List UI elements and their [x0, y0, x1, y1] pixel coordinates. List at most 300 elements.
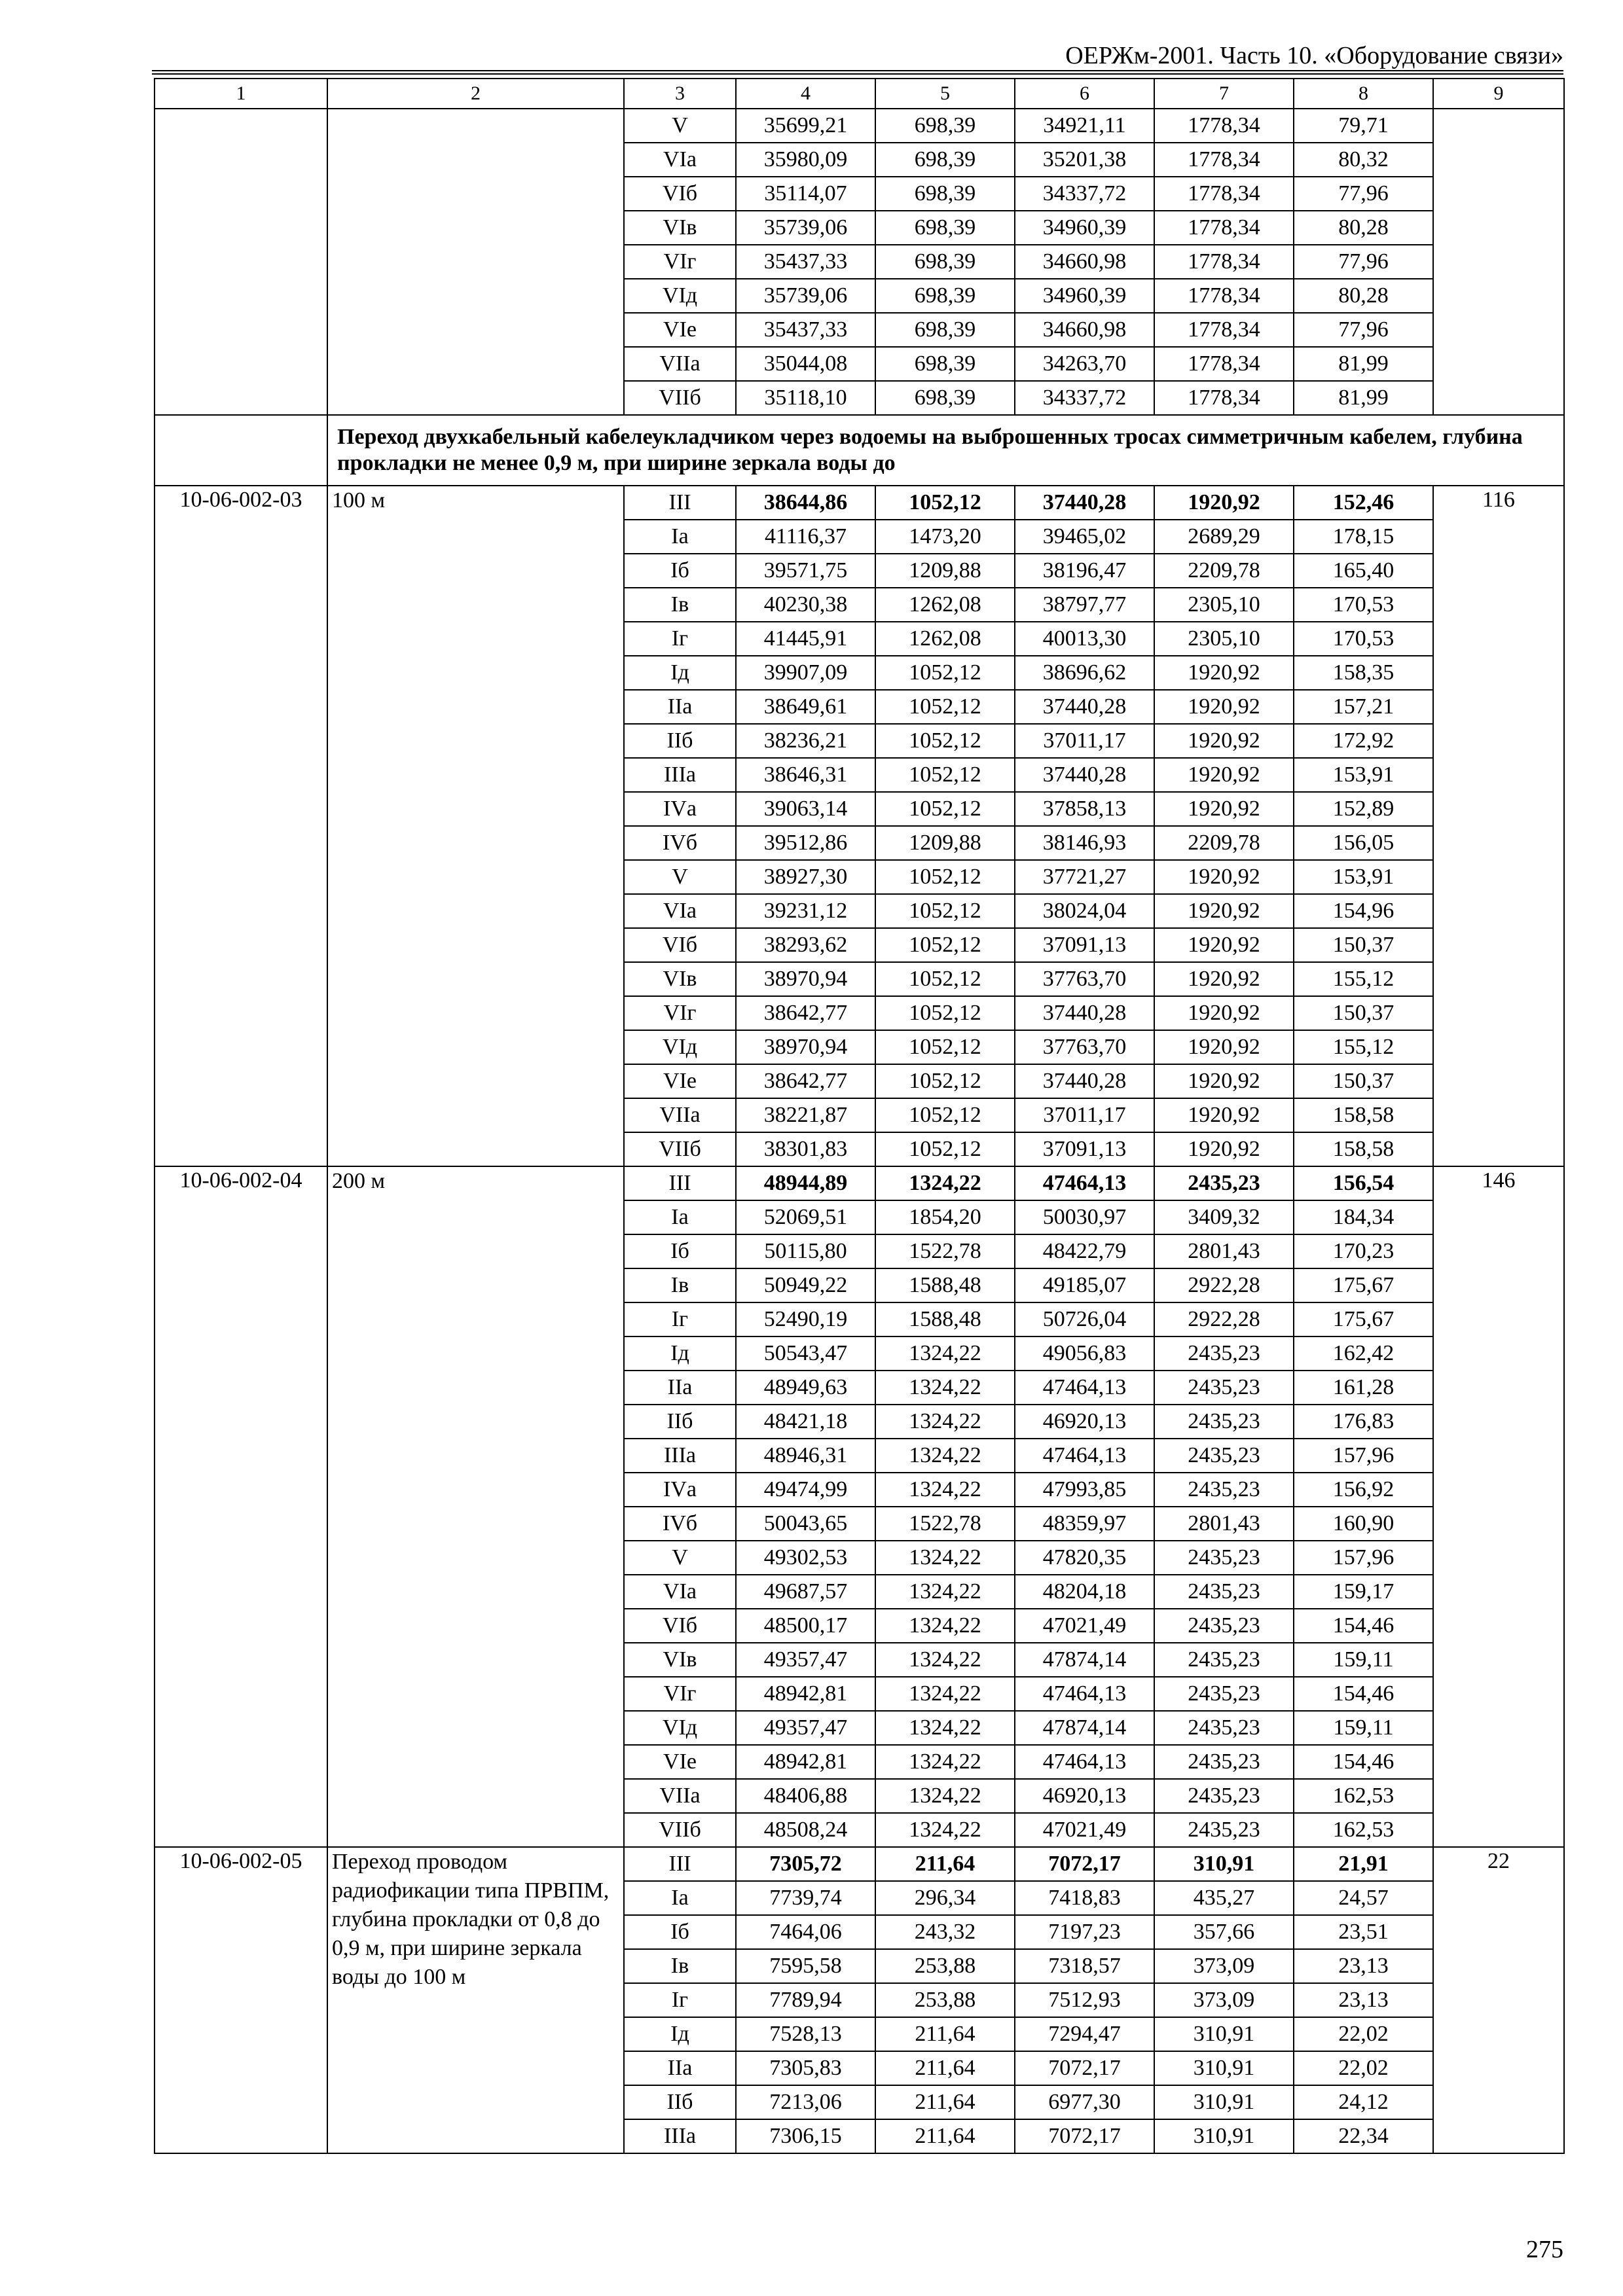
table-row [155, 1847, 1564, 1881]
value-cell: 38301,83 [736, 1132, 875, 1166]
value-cell: 1920,92 [1154, 1098, 1294, 1132]
value-cell: 170,23 [1294, 1234, 1433, 1268]
value-cell: 39465,02 [1015, 520, 1154, 554]
zone-label: Iд [624, 656, 736, 690]
column-number: 5 [875, 79, 1015, 109]
value-cell: 1324,22 [875, 1609, 1015, 1643]
rates-table-body [155, 79, 1564, 2153]
value-cell: 80,28 [1294, 279, 1433, 313]
value-cell: 1052,12 [875, 996, 1015, 1030]
value-cell: 34660,98 [1015, 245, 1154, 279]
value-cell: 178,15 [1294, 520, 1433, 554]
value-cell: 310,91 [1154, 2119, 1294, 2153]
zone-label: VIIб [624, 1813, 736, 1847]
value-cell: 37440,28 [1015, 996, 1154, 1030]
value-cell: 49357,47 [736, 1643, 875, 1677]
value-cell: 158,58 [1294, 1132, 1433, 1166]
value-cell: 37011,17 [1015, 724, 1154, 758]
zone-label: Iд [624, 1336, 736, 1371]
value-cell: 6977,30 [1015, 2085, 1154, 2119]
value-cell: 154,46 [1294, 1677, 1433, 1711]
rate-code [155, 109, 327, 415]
zone-label: VIIб [624, 381, 736, 415]
value-cell: 50543,47 [736, 1336, 875, 1371]
zone-label: IIIа [624, 758, 736, 792]
zone-label: Iг [624, 1302, 736, 1336]
page-header [152, 39, 1563, 75]
value-cell: 38221,87 [736, 1098, 875, 1132]
value-cell: 152,89 [1294, 792, 1433, 826]
column-number: 1 [155, 79, 327, 109]
value-cell: 49474,99 [736, 1473, 875, 1507]
zone-label: IIб [624, 724, 736, 758]
value-cell: 39512,86 [736, 826, 875, 860]
value-cell: 22,34 [1294, 2119, 1433, 2153]
value-cell: 170,53 [1294, 588, 1433, 622]
value-cell: 158,58 [1294, 1098, 1433, 1132]
value-cell: 698,39 [875, 211, 1015, 245]
zone-label: IVа [624, 1473, 736, 1507]
zone-label: VIIб [624, 1132, 736, 1166]
value-cell: 47464,13 [1015, 1677, 1154, 1711]
value-cell: 39231,12 [736, 894, 875, 928]
value-cell: 35739,06 [736, 279, 875, 313]
value-cell: 50030,97 [1015, 1200, 1154, 1234]
value-cell: 159,17 [1294, 1575, 1433, 1609]
value-cell: 37440,28 [1015, 758, 1154, 792]
value-cell: 3409,32 [1154, 1200, 1294, 1234]
value-cell: 37763,70 [1015, 1030, 1154, 1064]
value-cell: 38642,77 [736, 1064, 875, 1098]
value-cell: 23,13 [1294, 1949, 1433, 1983]
zone-label: VIIа [624, 1098, 736, 1132]
value-cell: 35437,33 [736, 313, 875, 347]
value-cell: 50726,04 [1015, 1302, 1154, 1336]
value-cell: 38642,77 [736, 996, 875, 1030]
value-cell: 153,91 [1294, 860, 1433, 894]
value-cell: 154,96 [1294, 894, 1433, 928]
zone-label: IIа [624, 2051, 736, 2085]
page-number: 275 [1526, 2236, 1563, 2263]
value-cell: 38970,94 [736, 962, 875, 996]
value-cell: 158,35 [1294, 656, 1433, 690]
value-cell: 1052,12 [875, 656, 1015, 690]
value-cell: 21,91 [1294, 1847, 1433, 1881]
value-cell: 2209,78 [1154, 554, 1294, 588]
zone-label: VIе [624, 1745, 736, 1779]
value-cell: 80,28 [1294, 211, 1433, 245]
zone-label: III [624, 1166, 736, 1200]
value-cell: 38927,30 [736, 860, 875, 894]
value-cell: 162,53 [1294, 1813, 1433, 1847]
value-cell: 48942,81 [736, 1745, 875, 1779]
zone-label: Iв [624, 588, 736, 622]
value-cell: 52069,51 [736, 1200, 875, 1234]
zone-label: VIг [624, 1677, 736, 1711]
value-cell: 698,39 [875, 381, 1015, 415]
value-cell: 37858,13 [1015, 792, 1154, 826]
zone-label: VIд [624, 1030, 736, 1064]
zone-label: VIд [624, 279, 736, 313]
value-cell: 1920,92 [1154, 1132, 1294, 1166]
value-cell: 24,12 [1294, 2085, 1433, 2119]
value-cell: 1588,48 [875, 1302, 1015, 1336]
zone-label: Iв [624, 1949, 736, 1983]
rate-name: 100 м [327, 486, 624, 1166]
value-cell: 698,39 [875, 245, 1015, 279]
value-cell: 1778,34 [1154, 143, 1294, 177]
mass-value: 22 [1433, 1847, 1564, 2153]
zone-label: VIг [624, 996, 736, 1030]
value-cell: 22,02 [1294, 2051, 1433, 2085]
value-cell: 1920,92 [1154, 928, 1294, 962]
zone-label: VIв [624, 962, 736, 996]
value-cell: 1588,48 [875, 1268, 1015, 1302]
value-cell: 1324,22 [875, 1371, 1015, 1405]
value-cell: 175,67 [1294, 1268, 1433, 1302]
value-cell: 2435,23 [1154, 1779, 1294, 1813]
zone-label: Iб [624, 1915, 736, 1949]
value-cell: 37763,70 [1015, 962, 1154, 996]
value-cell: 7294,47 [1015, 2017, 1154, 2051]
column-number-row [155, 79, 1564, 109]
value-cell: 1209,88 [875, 554, 1015, 588]
value-cell: 7305,83 [736, 2051, 875, 2085]
zone-label: VIIа [624, 347, 736, 381]
zone-label: Iб [624, 554, 736, 588]
value-cell: 698,39 [875, 143, 1015, 177]
value-cell: 48944,89 [736, 1166, 875, 1200]
value-cell: 41116,37 [736, 520, 875, 554]
zone-label: VIа [624, 143, 736, 177]
value-cell: 38024,04 [1015, 894, 1154, 928]
value-cell: 2305,10 [1154, 622, 1294, 656]
value-cell: 34921,11 [1015, 109, 1154, 143]
value-cell: 2801,43 [1154, 1507, 1294, 1541]
value-cell: 7072,17 [1015, 2051, 1154, 2085]
value-cell: 48508,24 [736, 1813, 875, 1847]
value-cell: 47993,85 [1015, 1473, 1154, 1507]
zone-label: VIб [624, 928, 736, 962]
zone-label: IVб [624, 1507, 736, 1541]
value-cell: 35699,21 [736, 109, 875, 143]
zone-label: IIа [624, 690, 736, 724]
value-cell: 39907,09 [736, 656, 875, 690]
rates-table [154, 78, 1565, 2154]
value-cell: 152,46 [1294, 486, 1433, 520]
header-double-rule [152, 70, 1563, 75]
value-cell: 48949,63 [736, 1371, 875, 1405]
value-cell: 2305,10 [1154, 588, 1294, 622]
zone-label: V [624, 860, 736, 894]
value-cell: 176,83 [1294, 1405, 1433, 1439]
value-cell: 1324,22 [875, 1677, 1015, 1711]
zone-label: IIа [624, 1371, 736, 1405]
value-cell: 1324,22 [875, 1166, 1015, 1200]
value-cell: 47464,13 [1015, 1745, 1154, 1779]
value-cell: 47464,13 [1015, 1439, 1154, 1473]
value-cell: 1920,92 [1154, 758, 1294, 792]
value-cell: 2435,23 [1154, 1473, 1294, 1507]
value-cell: 1324,22 [875, 1813, 1015, 1847]
zone-label: VIб [624, 1609, 736, 1643]
value-cell: 47874,14 [1015, 1711, 1154, 1745]
value-cell: 157,96 [1294, 1439, 1433, 1473]
value-cell: 211,64 [875, 2017, 1015, 2051]
value-cell: 184,34 [1294, 1200, 1433, 1234]
value-cell: 1522,78 [875, 1507, 1015, 1541]
value-cell: 38649,61 [736, 690, 875, 724]
column-number: 9 [1433, 79, 1564, 109]
value-cell: 1052,12 [875, 758, 1015, 792]
zone-label: III [624, 486, 736, 520]
value-cell: 159,11 [1294, 1711, 1433, 1745]
rate-name [327, 109, 624, 415]
zone-label: V [624, 1541, 736, 1575]
value-cell: 1324,22 [875, 1336, 1015, 1371]
zone-label: VIв [624, 211, 736, 245]
value-cell: 48500,17 [736, 1609, 875, 1643]
value-cell: 38644,86 [736, 486, 875, 520]
value-cell: 38970,94 [736, 1030, 875, 1064]
value-cell: 50115,80 [736, 1234, 875, 1268]
table-row [155, 1166, 1564, 1200]
page-header-title: ОЕРЖм-2001. Часть 10. «Оборудование связи» [1065, 42, 1563, 69]
value-cell: 37440,28 [1015, 690, 1154, 724]
value-cell: 48421,18 [736, 1405, 875, 1439]
value-cell: 211,64 [875, 2051, 1015, 2085]
value-cell: 47874,14 [1015, 1643, 1154, 1677]
value-cell: 310,91 [1154, 2017, 1294, 2051]
column-number: 6 [1015, 79, 1154, 109]
value-cell: 698,39 [875, 177, 1015, 211]
value-cell: 40013,30 [1015, 622, 1154, 656]
rate-code: 10-06-002-03 [155, 486, 327, 1166]
value-cell: 1778,34 [1154, 177, 1294, 211]
value-cell: 1778,34 [1154, 381, 1294, 415]
value-cell: 34960,39 [1015, 211, 1154, 245]
value-cell: 41445,91 [736, 622, 875, 656]
value-cell: 310,91 [1154, 1847, 1294, 1881]
value-cell: 38696,62 [1015, 656, 1154, 690]
rate-code: 10-06-002-05 [155, 1847, 327, 2153]
value-cell: 2435,23 [1154, 1813, 1294, 1847]
value-cell: 1473,20 [875, 520, 1015, 554]
value-cell: 373,09 [1154, 1983, 1294, 2017]
value-cell: 1052,12 [875, 1030, 1015, 1064]
table-row [155, 486, 1564, 520]
value-cell: 157,21 [1294, 690, 1433, 724]
value-cell: 38293,62 [736, 928, 875, 962]
value-cell: 1262,08 [875, 622, 1015, 656]
value-cell: 2435,23 [1154, 1166, 1294, 1200]
value-cell: 7072,17 [1015, 2119, 1154, 2153]
value-cell: 153,91 [1294, 758, 1433, 792]
value-cell: 34263,70 [1015, 347, 1154, 381]
value-cell: 155,12 [1294, 1030, 1433, 1064]
value-cell: 81,99 [1294, 347, 1433, 381]
value-cell: 1324,22 [875, 1779, 1015, 1813]
value-cell: 7512,93 [1015, 1983, 1154, 2017]
value-cell: 1052,12 [875, 724, 1015, 758]
value-cell: 1920,92 [1154, 1064, 1294, 1098]
value-cell: 37721,27 [1015, 860, 1154, 894]
value-cell: 211,64 [875, 2085, 1015, 2119]
value-cell: 39571,75 [736, 554, 875, 588]
value-cell: 2435,23 [1154, 1336, 1294, 1371]
mass-value [1433, 109, 1564, 415]
value-cell: 1778,34 [1154, 279, 1294, 313]
zone-label: Iа [624, 520, 736, 554]
value-cell: 156,92 [1294, 1473, 1433, 1507]
value-cell: 47021,49 [1015, 1609, 1154, 1643]
value-cell: 7305,72 [736, 1847, 875, 1881]
zone-label: IVб [624, 826, 736, 860]
value-cell: 1324,22 [875, 1711, 1015, 1745]
value-cell: 1778,34 [1154, 313, 1294, 347]
value-cell: 24,57 [1294, 1881, 1433, 1915]
zone-label: IIIа [624, 2119, 736, 2153]
value-cell: 35201,38 [1015, 143, 1154, 177]
value-cell: 1920,92 [1154, 792, 1294, 826]
value-cell: 1052,12 [875, 1098, 1015, 1132]
value-cell: 7464,06 [736, 1915, 875, 1949]
value-cell: 1778,34 [1154, 347, 1294, 381]
value-cell: 2435,23 [1154, 1677, 1294, 1711]
value-cell: 162,42 [1294, 1336, 1433, 1371]
zone-label: III [624, 1847, 736, 1881]
value-cell: 37440,28 [1015, 1064, 1154, 1098]
value-cell: 2922,28 [1154, 1268, 1294, 1302]
value-cell: 46920,13 [1015, 1405, 1154, 1439]
value-cell: 34337,72 [1015, 177, 1154, 211]
rate-name: 200 м [327, 1166, 624, 1847]
value-cell: 2435,23 [1154, 1609, 1294, 1643]
value-cell: 373,09 [1154, 1949, 1294, 1983]
value-cell: 1920,92 [1154, 724, 1294, 758]
value-cell: 37091,13 [1015, 928, 1154, 962]
value-cell: 48406,88 [736, 1779, 875, 1813]
value-cell: 1920,92 [1154, 486, 1294, 520]
zone-label: Iб [624, 1234, 736, 1268]
value-cell: 1052,12 [875, 860, 1015, 894]
value-cell: 2435,23 [1154, 1371, 1294, 1405]
value-cell: 34337,72 [1015, 381, 1154, 415]
value-cell: 2435,23 [1154, 1439, 1294, 1473]
zone-label: VIв [624, 1643, 736, 1677]
value-cell: 1052,12 [875, 894, 1015, 928]
value-cell: 253,88 [875, 1983, 1015, 2017]
value-cell: 48946,31 [736, 1439, 875, 1473]
value-cell: 37011,17 [1015, 1098, 1154, 1132]
value-cell: 2435,23 [1154, 1711, 1294, 1745]
section-title: Переход двухкабельный кабелеукладчиком через водоемы на выброшенных тросах симметричным кабелем, глубина прокладки не менее 0,9 м, при ширине зеркала воды до [327, 415, 1564, 486]
zone-label: VIб [624, 177, 736, 211]
value-cell: 7318,57 [1015, 1949, 1154, 1983]
value-cell: 34960,39 [1015, 279, 1154, 313]
value-cell: 35044,08 [736, 347, 875, 381]
zone-label: VIа [624, 894, 736, 928]
section-title-blank [155, 415, 327, 486]
value-cell: 37440,28 [1015, 486, 1154, 520]
value-cell: 243,32 [875, 1915, 1015, 1949]
value-cell: 1778,34 [1154, 211, 1294, 245]
value-cell: 7595,58 [736, 1949, 875, 1983]
value-cell: 698,39 [875, 279, 1015, 313]
value-cell: 1920,92 [1154, 656, 1294, 690]
value-cell: 79,71 [1294, 109, 1433, 143]
value-cell: 1920,92 [1154, 996, 1294, 1030]
column-number: 4 [736, 79, 875, 109]
value-cell: 7418,83 [1015, 1881, 1154, 1915]
value-cell: 35437,33 [736, 245, 875, 279]
column-number: 7 [1154, 79, 1294, 109]
value-cell: 1522,78 [875, 1234, 1015, 1268]
value-cell: 159,11 [1294, 1643, 1433, 1677]
zone-label: V [624, 109, 736, 143]
value-cell: 7789,94 [736, 1983, 875, 2017]
zone-label: IIб [624, 2085, 736, 2119]
value-cell: 7528,13 [736, 2017, 875, 2051]
value-cell: 150,37 [1294, 1064, 1433, 1098]
value-cell: 49357,47 [736, 1711, 875, 1745]
value-cell: 1778,34 [1154, 245, 1294, 279]
value-cell: 2801,43 [1154, 1234, 1294, 1268]
zone-label: VIд [624, 1711, 736, 1745]
value-cell: 157,96 [1294, 1541, 1433, 1575]
zone-label: Iа [624, 1881, 736, 1915]
section-title-row [155, 415, 1564, 486]
value-cell: 2435,23 [1154, 1745, 1294, 1779]
value-cell: 49687,57 [736, 1575, 875, 1609]
rate-code: 10-06-002-04 [155, 1166, 327, 1847]
value-cell: 80,32 [1294, 143, 1433, 177]
value-cell: 310,91 [1154, 2085, 1294, 2119]
mass-value: 116 [1433, 486, 1564, 1166]
value-cell: 1324,22 [875, 1643, 1015, 1677]
rate-name: Переход проводом радиофикации типа ПРВПМ, глубина прокладки от 0,8 до 0,9 м, при ширине зеркала воды до 100 м [327, 1847, 624, 2153]
value-cell: 211,64 [875, 2119, 1015, 2153]
value-cell: 1778,34 [1154, 109, 1294, 143]
value-cell: 1920,92 [1154, 1030, 1294, 1064]
value-cell: 296,34 [875, 1881, 1015, 1915]
value-cell: 2689,29 [1154, 520, 1294, 554]
value-cell: 34660,98 [1015, 313, 1154, 347]
value-cell: 1324,22 [875, 1541, 1015, 1575]
zone-label: VIе [624, 313, 736, 347]
value-cell: 22,02 [1294, 2017, 1433, 2051]
value-cell: 1324,22 [875, 1439, 1015, 1473]
value-cell: 38797,77 [1015, 588, 1154, 622]
zone-label: Iв [624, 1268, 736, 1302]
value-cell: 81,99 [1294, 381, 1433, 415]
value-cell: 156,54 [1294, 1166, 1433, 1200]
value-cell: 49302,53 [736, 1541, 875, 1575]
value-cell: 77,96 [1294, 313, 1433, 347]
value-cell: 1052,12 [875, 1064, 1015, 1098]
value-cell: 2435,23 [1154, 1575, 1294, 1609]
value-cell: 1209,88 [875, 826, 1015, 860]
value-cell: 1920,92 [1154, 690, 1294, 724]
value-cell: 1052,12 [875, 1132, 1015, 1166]
value-cell: 39063,14 [736, 792, 875, 826]
value-cell: 50949,22 [736, 1268, 875, 1302]
value-cell: 2435,23 [1154, 1405, 1294, 1439]
zone-label: IVа [624, 792, 736, 826]
value-cell: 161,28 [1294, 1371, 1433, 1405]
value-cell: 50043,65 [736, 1507, 875, 1541]
value-cell: 46920,13 [1015, 1779, 1154, 1813]
